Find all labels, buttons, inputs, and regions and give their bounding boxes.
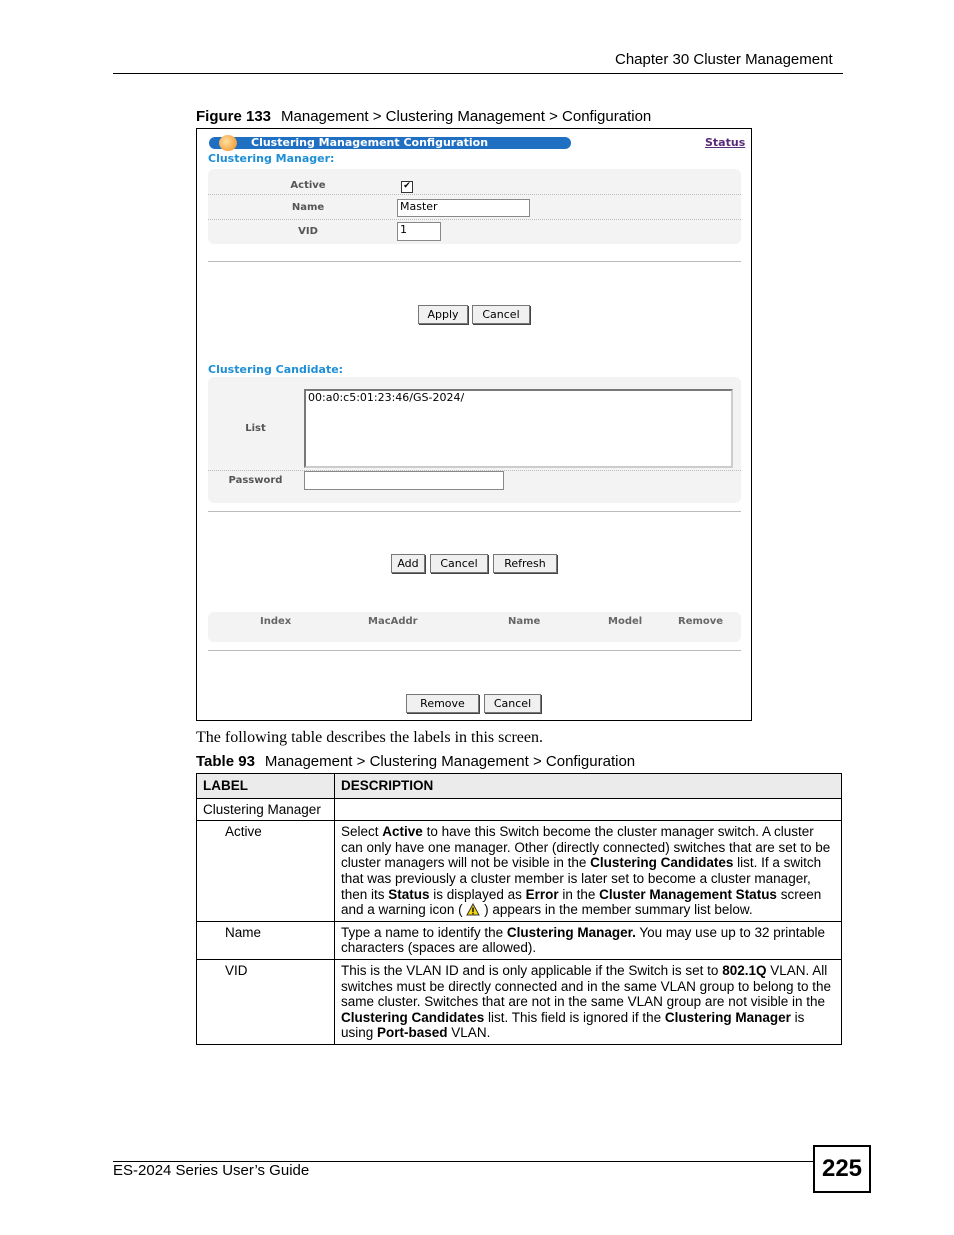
table-row: [197, 798, 842, 821]
vid-label: VID: [298, 226, 318, 237]
add-button[interactable]: Add: [391, 554, 425, 573]
col-remove: Remove: [678, 616, 724, 627]
candidate-cancel-button[interactable]: Cancel: [430, 554, 488, 573]
row-divider: [208, 194, 741, 195]
manager-panel: [208, 169, 741, 244]
col-macaddr: MacAddr: [368, 616, 418, 627]
figure-number: Figure 133: [196, 108, 272, 125]
screen-title: Clustering Management Configuration: [251, 136, 489, 149]
row-description: Type a name to identify the Clustering Manager. You may use up to 32 printable characters (spaces are allowed).: [335, 921, 842, 959]
password-input[interactable]: [304, 471, 504, 490]
col-index: Index: [260, 616, 292, 627]
candidate-list[interactable]: 00:a0:c5:01:23:46/GS-2024/: [304, 389, 733, 468]
row-description: [335, 798, 842, 821]
candidate-panel: [208, 377, 741, 503]
remove-button[interactable]: Remove: [406, 694, 479, 713]
row-label: VID: [197, 959, 335, 1044]
orb-icon: [219, 135, 237, 151]
members-header: [208, 612, 741, 642]
list-label: List: [245, 423, 266, 434]
refresh-button[interactable]: Refresh: [493, 554, 557, 573]
row-label: Name: [197, 921, 335, 959]
section-divider: [208, 261, 741, 262]
label-column-header: LABEL: [197, 774, 335, 799]
apply-button[interactable]: Apply: [418, 305, 468, 324]
table-header-row: [197, 774, 842, 799]
manager-heading: Clustering Manager:: [208, 152, 335, 165]
status-link[interactable]: Status: [705, 136, 746, 149]
table-title: Management > Clustering Management > Configuration: [264, 753, 636, 770]
page-number: 225: [813, 1145, 871, 1193]
row-label: Clustering Manager: [197, 798, 335, 821]
chapter-header: Chapter 30 Cluster Management: [615, 51, 833, 68]
figure-title: Management > Clustering Management > Configuration: [281, 108, 652, 125]
row-description: This is the VLAN ID and is only applicable if the Switch is set to 802.1Q VLAN. All switches must be directly connected and in the same VLAN group to belong to the same cluster. Switches that are not in the same VLAN group are not visible in the Clustering Candidates list. This field is ignored if the Clustering Manager is using Port-based VLAN.: [335, 959, 842, 1044]
screenshot-frame: [196, 128, 752, 721]
name-label: Name: [291, 202, 325, 213]
screen-title-bar: [209, 137, 571, 149]
active-label: Active: [290, 180, 326, 191]
description-table: [196, 773, 842, 1045]
guide-title: ES-2024 Series User’s Guide: [113, 1162, 310, 1179]
row-label: Active: [197, 821, 335, 922]
table-row: [197, 959, 842, 1044]
body-text: The following table describes the labels in this screen.: [196, 729, 544, 746]
col-model: Model: [608, 616, 643, 627]
password-label: Password: [228, 475, 283, 486]
vid-input[interactable]: 1: [397, 222, 441, 241]
active-checkbox[interactable]: ✔: [401, 181, 413, 193]
manager-cancel-button[interactable]: Cancel: [472, 305, 530, 324]
section-divider: [208, 511, 741, 512]
section-divider: [208, 650, 741, 651]
description-column-header: DESCRIPTION: [335, 774, 842, 799]
name-input[interactable]: Master: [397, 199, 530, 217]
members-cancel-button[interactable]: Cancel: [484, 694, 541, 713]
row-description: Select Active to have this Switch become the cluster manager switch. A cluster can only have one manager. Other (directly connected) switches that are set to be cluster managers will not be visible in the Clustering Candidates list. If a switch that was previously a cluster member is later set to become a cluster manager, then its Status is displayed as Error in the Cluster Management Status screen and a warning icon ( ) appears in the member summary list below.: [335, 821, 842, 922]
header-rule: [113, 73, 843, 74]
table-caption: [196, 753, 635, 770]
warning-icon: [466, 903, 480, 916]
table-row: [197, 821, 842, 922]
row-divider: [208, 219, 741, 220]
figure-caption: [196, 108, 651, 125]
col-name: Name: [508, 616, 541, 627]
candidate-heading: Clustering Candidate:: [208, 363, 344, 376]
table-number: Table 93: [196, 753, 255, 770]
table-row: [197, 921, 842, 959]
